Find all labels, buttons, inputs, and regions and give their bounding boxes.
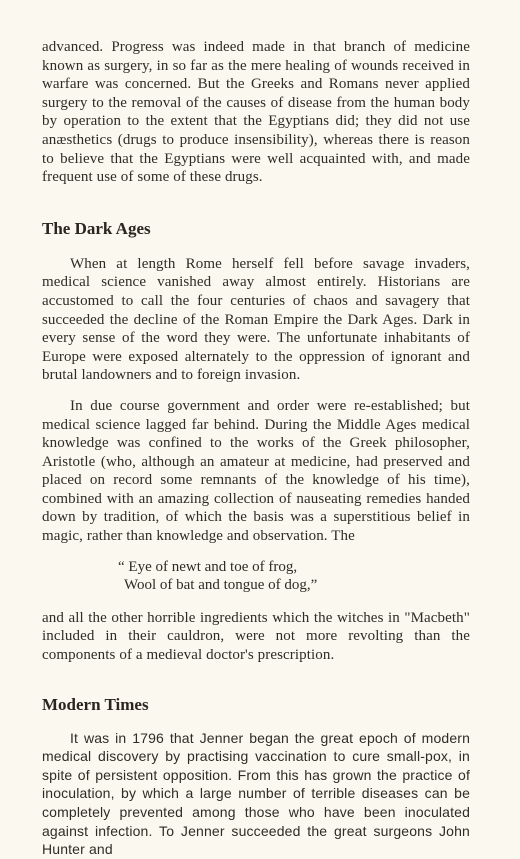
intro-paragraph: advanced. Progress was indeed made in that branch of medicine known as surgery, in so far as the mere healing of wounds received in warfare was concerned. But the Greeks and Romans never applied surgery to the removal of the causes of disease from the human body by operation to the extent that the Egyptians did; they did not use anæsthetics (drugs to produce insensibility), whereas there is reason to believe that the Egyptians were well acquainted with, and made frequent use of some of these drugs. <box>42 39 470 186</box>
modern-times-paragraph: It was in 1796 that Jenner began the great epoch of modern medical discovery by practising vaccination to cure small-pox, in spite of persistent opposition. From this has grown the practice of inoculation, by which a large number of terrible diseases can be completely prevented among those who have been inoculated against infection. To Jenner succeeded the great surgeons John Hunter and <box>42 729 470 858</box>
after-quote-paragraph: and all the other horrible ingredients which the witches in "Macbeth" included in their cauldron, were not more revolting than the components of a medieval doctor's prescription. <box>42 609 470 664</box>
macbeth-quote <box>118 558 470 595</box>
quote-line-2: Wool of bat and tongue of dog,” <box>124 577 318 594</box>
dark-ages-paragraph-2: In due course government and order were re-established; but medical science lagged far behind. During the Middle Ages medical knowledge was confined to the works of the Greek philosopher, Aristotle (who, although an amateur at medicine, had preserved and placed on record some remnants of the knowledge of his time), combined with an amazing collection of nauseating remedies handed down by tradition, of which the basis was a superstitious belief in magic, rather than knowledge and observation. The <box>42 397 470 545</box>
modern-times-heading: Modern Times <box>42 694 149 714</box>
dark-ages-paragraph-1: When at length Rome herself fell before savage invaders, medical science vanished away almost entirely. Historians are accustomed to call the four centuries of chaos and savagery that succeeded the decline of the Roman Empire the Dark Ages. Dark in every sense of the word they were. The unfortunate inhabitants of Europe were exposed alternately to the oppression of ignorant and brutal landowners and to foreign invasion. <box>42 255 470 384</box>
dark-ages-heading: The Dark Ages <box>42 218 151 238</box>
quote-line-1: “ Eye of newt and toe of frog, <box>118 558 298 575</box>
